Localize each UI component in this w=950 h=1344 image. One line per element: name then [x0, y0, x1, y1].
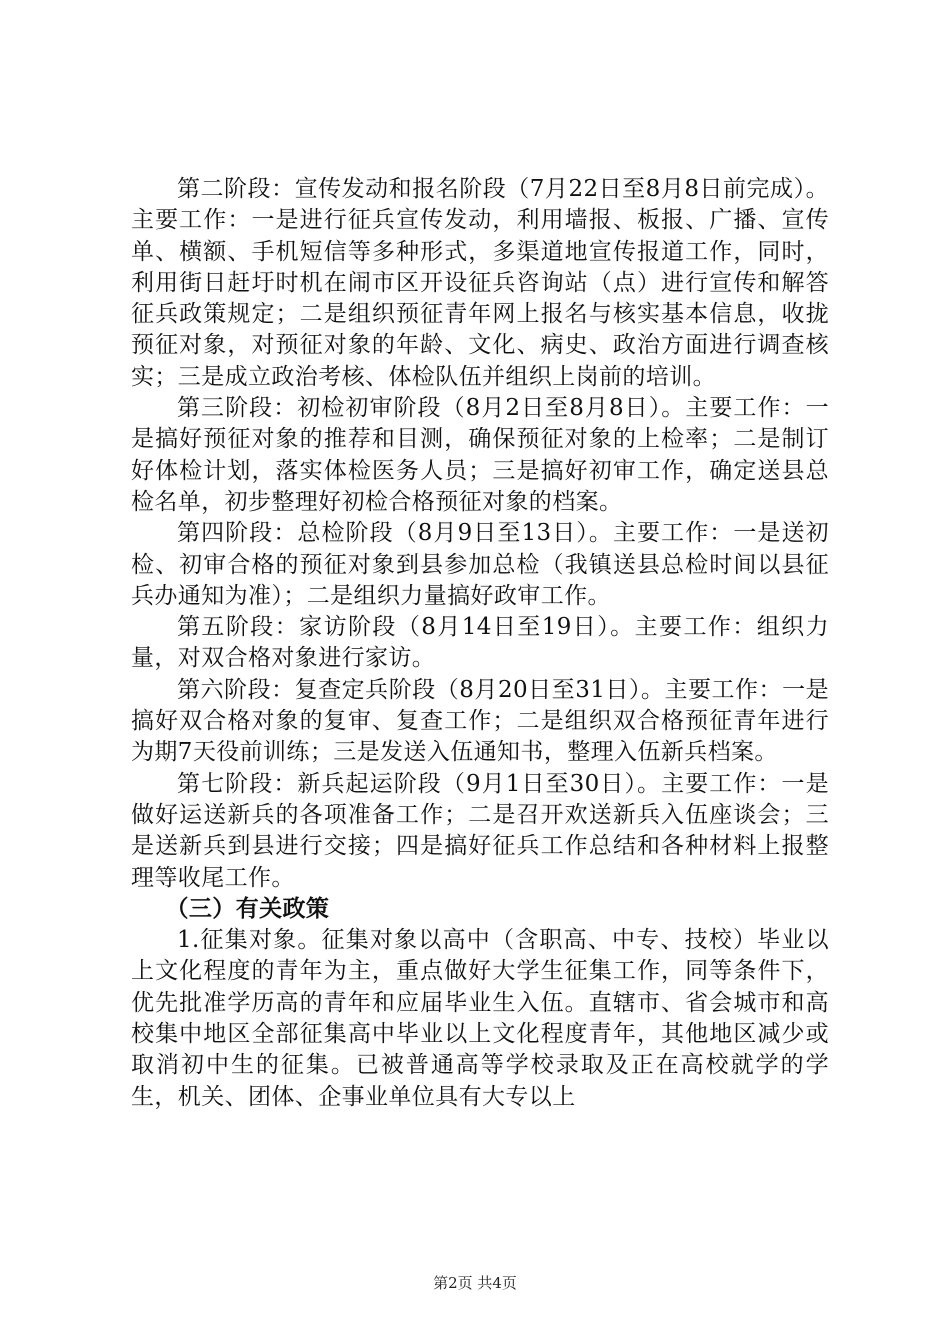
paragraph-stage-two: 第二阶段：宣传发动和报名阶段（7月22日至8月8日前完成）。主要工作：一是进行征兵宣传发动，利用墙报、板报、广播、宣传单、横额、手机短信等多种形式，多渠道地宣传报道工作，同时，利用街日赶圩时机在闹市区开设征兵咨询站（点）进行宣传和解答征兵政策规定；二是组织预征青年网上报名与核实基本信息，收拢预征对象，对预征对象的年龄、文化、病史、政治方面进行调查核实；三是成立政治考核、体检队伍并组织上岗前的培训。 — [131, 176, 829, 390]
section-heading: （三）有关政策 — [165, 895, 330, 922]
paragraph-stage-four: 第四阶段：总检阶段（8月9日至13日）。主要工作：一是送初检、初审合格的预征对象到县参加总检（我镇送县总检时间以县征兵办通知为准）；二是组织力量搞好政审工作。 — [131, 520, 829, 609]
document-body — [131, 174, 829, 1113]
paragraph-stage-seven: 第七阶段：新兵起运阶段（9月1日至30日）。主要工作：一是做好运送新兵的各项准备工作；二是召开欢送新兵入伍座谈会；三是送新兵到县进行交接；四是搞好征兵工作总结和各种材料上报整理等收尾工作。 — [131, 770, 829, 891]
paragraph-stage-five: 第五阶段：家访阶段（8月14日至19日）。主要工作：组织力量，对双合格对象进行家访。 — [131, 614, 829, 672]
paragraph-stage-three: 第三阶段：初检初审阶段（8月2日至8月8日）。主要工作：一是搞好预征对象的推荐和目测，确保预征对象的上检率；二是制订好体检计划，落实体检医务人员；三是搞好初审工作，确定送县总检名单，初步整理好初检合格预征对象的档案。 — [131, 395, 829, 515]
paragraph-policy: 1.征集对象。征集对象以高中（含职高、中专、技校）毕业以上文化程度的青年为主，重点做好大学生征集工作，同等条件下，优先批准学历高的青年和应届毕业生入伍。直辖市、省会城市和高校集中地区全部征集高中毕业以上文化程度青年，其他地区减少或取消初中生的征集。已被普通高等学校录取及正在高校就学的学生，机关、团体、企事业单位具有大专以上 — [131, 927, 829, 1110]
paragraph-stage-six: 第六阶段：复查定兵阶段（8月20日至31日）。主要工作：一是搞好双合格对象的复审、复查工作；二是组织双合格预征青年进行为期7天役前训练；三是发送入伍通知书，整理入伍新兵档案。 — [131, 676, 829, 766]
page-footer: 第2页 共4页 — [433, 1274, 517, 1292]
